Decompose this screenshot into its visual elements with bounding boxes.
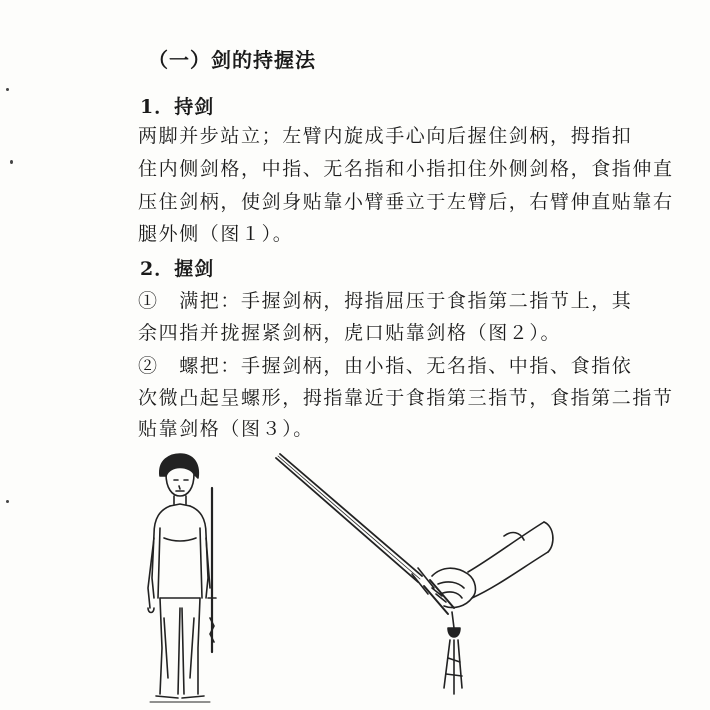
scan-speck <box>10 160 13 164</box>
subsection-title-grip-sword: 2．握剑 <box>140 258 215 280</box>
paragraph-line: 次微凸起呈螺形，拇指靠近于食指第三指节，食指第二指节 <box>138 387 674 409</box>
scan-speck <box>6 88 9 91</box>
figure-hand-gripping-sword-illustration <box>272 448 562 710</box>
paragraph-line: 余四指并拢握紧剑柄，虎口贴靠剑格（图２）。 <box>138 322 562 344</box>
subsection-title-hold-sword: 1．持剑 <box>140 96 215 118</box>
scan-speck <box>6 500 9 503</box>
paragraph-line: ② 螺把：手握剑柄，由小指、无名指、中指、食指依 <box>138 355 633 377</box>
paragraph-line: 压住剑柄，使剑身贴靠小臂垂立于左臂后，右臂伸直贴靠右 <box>138 191 674 213</box>
paragraph-line: ① 满把：手握剑柄，拇指屈压于食指第二指节上，其 <box>138 290 633 312</box>
section-title: （一）剑的持握法 <box>148 48 316 72</box>
paragraph-line: 腿外侧（图１）。 <box>138 223 294 245</box>
paragraph-line: 贴靠剑格（图３）。 <box>138 418 314 440</box>
paragraph-line: 住内侧剑格，中指、无名指和小指扣住外侧剑格，食指伸直 <box>138 158 674 180</box>
figure-standing-person-illustration <box>120 448 240 710</box>
paragraph-line: 两脚并步站立；左臂内旋成手心向后握住剑柄，拇指扣 <box>138 125 633 147</box>
